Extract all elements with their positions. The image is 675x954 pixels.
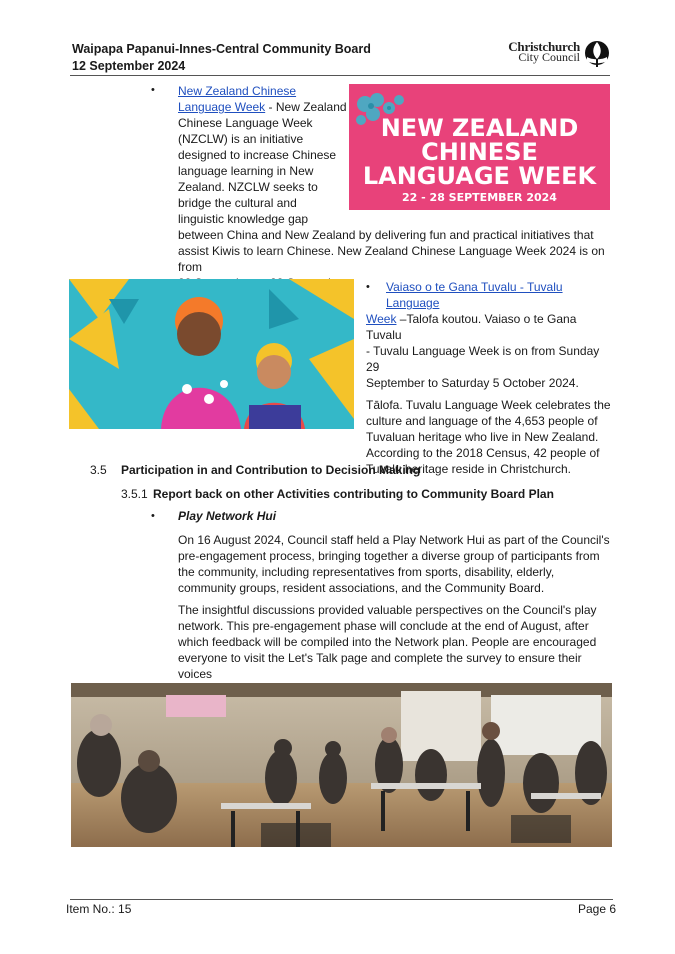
logo-line-2: City Council [518,50,580,64]
council-logo [498,40,610,70]
tuvalu-children-photo [69,279,354,429]
section-number: 3.5 [90,463,107,477]
meeting-date: 12 September 2024 [72,59,186,73]
item-title: Play Network Hui [178,509,277,523]
tuvalu-link[interactable]: Vaiaso o te Gana Tuvalu - Tuvalu Language [386,280,563,310]
page-number: Page 6 [578,902,617,916]
banner-title-3: LANGUAGE WEEK [362,162,597,190]
nzclw-link[interactable]: New Zealand Chinese [178,84,297,98]
play-network-hui-photo [71,683,612,847]
council-emblem-icon [584,40,610,68]
hui-paragraph-1: On 16 August 2024, Council staff held a Play Network Hui as part of the Council's pre-engagement process, bringing together a diverse group of participants from the community, including representatives from sports, disability, elderly, community groups, resident associations, and the Community Board. [178,533,610,595]
logo-line-1: Christchurch [508,39,580,54]
nzclw-text: New Zealand Chinese Language Week - New Zealand Chinese Language Week (NZCLW) is an initiative designed to increase Chinese language learning in New Zealand. NZCLW seeks to bridge the cultural and linguistic knowledge gap [178,84,347,226]
section-title: Participation in and Contribution to Decision Making [121,463,421,477]
header-divider [70,75,610,76]
nzclw-banner-image [349,84,610,210]
banner-title-2: CHINESE [421,138,538,166]
tuvalu-text: Vaiaso o te Gana Tuvalu - Tuvalu Language Week –Talofa koutou. Vaiaso o te Gana Tuvalu - Tuvalu Language Week is on from Sunday 29 September to Saturday 5 October 2024. Tālofa. Tuvalu Language Week celebrates the culture and language of the 4,653 people of Tuvaluan heritage who live in New Zealand. According to the 2018 Census, 42 people of Tuvalu heritage reside in Christchurch. [366,280,611,476]
hui-paragraph-2: The insightful discussions provided valuable perspectives on the Council's play network. This pre-engagement phase will conclude at the end of August, after which feedback will be compiled into the Network plan. People are encouraged everyone to visit the Let's Talk page and complete the survey to ensure their voices [178,603,597,681]
bullet-marker: • [151,84,155,96]
subsection-title: Report back on other Activities contributing to Community Board Plan [153,487,554,501]
subsection-number: 3.5.1 [121,487,148,501]
board-name: Waipapa Papanui-Innes-Central Community Board [72,42,371,56]
item-number: Item No.: 15 [66,902,132,916]
bullet-marker: • [366,281,370,293]
footer-divider [70,899,613,900]
hui-photo-illustration [71,683,612,847]
nzclw-text-wide: between China and New Zealand by delivering fun and practical initiatives that assist Kiwis to learn Chinese. New Zealand Chinese Language Week 2024 is on from [178,228,605,274]
tuvalu-photo-illustration [69,279,354,429]
tuvalu-link-cont[interactable]: Week [366,312,397,326]
nzclw-link-cont[interactable]: Language Week [178,100,266,114]
banner-dates: 22 - 28 SEPTEMBER 2024 [402,191,557,204]
board-title [72,41,371,75]
banner-title-1: NEW ZEALAND [380,114,579,142]
bullet-marker: • [151,510,155,522]
